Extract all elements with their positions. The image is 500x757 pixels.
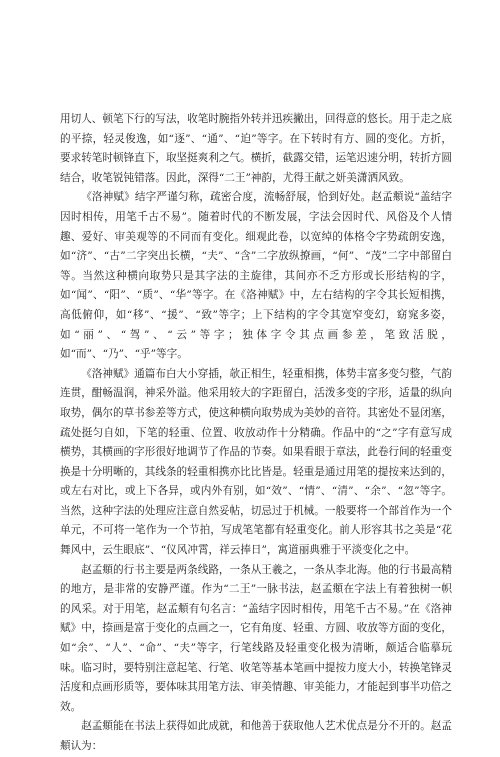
- body-text: [60, 110, 452, 757]
- paragraph-5: 赵孟頫能在书法上获得如此成就，和他善于获取他人艺术优点是分不开的。赵孟頫认为：: [60, 720, 452, 752]
- paragraph-2: 《洛神赋》结字严谨匀称，疏密合度，流畅舒展，恰到好处。赵孟頫说“盖结字因时相传，用笔千古不易”。随着时代的不断发展，字法会因时代、风俗及个人情趣、爱好、审美观等的不同而有变化。细观此卷，以宽绰的体格令字势疏朗安逸，如“济”、“古”二字突出长横，“夫”、“含”二字放纵撩画，“何”、“茂”二字中部留白等。当然这种横向取势只是其字法的主旋律，其间亦不乏方形或长形结构的字，如“闻”、“阳”、“质”、“华”等字。在《洛神赋》中，左右结构的字令其长短相携，高低俯仰，如“移”、“援”、“致”等字；上下结构的字令其宽窄变幻，窈窕多姿，如“丽”、“驾”、“云”等字；独体字令其点画参差，笔致活脱，如“而”、“乃”、“乎”等字。: [60, 191, 452, 361]
- paragraph-3: 《洛神赋》通篇布白大小穿插，欹正相生，轻重相携，体势丰富多变匀整，气韵连贯，酣畅温润，神采外溢。他采用较大的字距留白，活泼多变的字形，适量的纵向取势，偶尔的草书参差等方式，使这种横向取势成为美妙的音符。其密处不显闭塞，疏处挺匀自如，下笔的轻重、位置、收放动作十分精确。作品中的“之”字有意写成横势，其横画的字形很好地调节了作品的节奏。如果看眼于章法，此卷行间的轻重变换是十分明晰的，其线条的轻重相携亦比比皆是。轻重是通过用笔的提按来达到的，或左右对比，或上下各异，或内外有别，如“效”、“情”、“清”、“余”、“忽”等字。当然，这种字法的处理应注意自然妥帖，切忌过于机械。一般要将一个部首作为一个单元，不可将一笔作为一个节拍，写成笔笔都有轻重变化。前人形容其书之美是“花舞风中，云生眼底”、“仪风冲霄，祥云捧日”，寓道丽典雅于平淡变化之中。: [60, 367, 452, 557]
- paragraph-4: 赵孟頫的行书主要是两条线路，一条从王羲之，一条从李北海。他的行书最高精的地方，是非常的安静严谨。作为“二王”一脉书法，赵孟頫在字法上有着独树一帜的风采。对于用笔，赵孟頫有句名言：“盖结字因时相传，用笔千古不易。”在《洛神赋》中，捺画是富于变化的点画之一，它有角度、轻重、方圆、收放等方面的变化，如“余”、“人”、“命”、“夫”等字，行笔线路及轻重变化极为清晰，颇适合临摹玩味。临习时，要特别注意起笔、行笔、收笔等基本笔画中提按力度大小，转换笔锋灵活度和点画形质等，要体味其用笔方法、审美情趣、审美能力，才能起到事半功倍之效。: [60, 563, 452, 713]
- paragraph-1: 用切人、顿笔下行的写法，收笔时腕指外转并迅疾撇出，回得意的悠长。用于走之底的平捺，轻灵俊逸，如“逐”、“通”、“迫”等字。在下转时有方、圆的变化。方折，要求转笔时顿锋直下，取坚挺爽利之气。横折，截露交错，运笔迟速分明，转折方圆结合，收笔锐钝错落。因此，深得“二王”神韵，尤得王献之妍美潇洒风致。: [60, 113, 452, 184]
